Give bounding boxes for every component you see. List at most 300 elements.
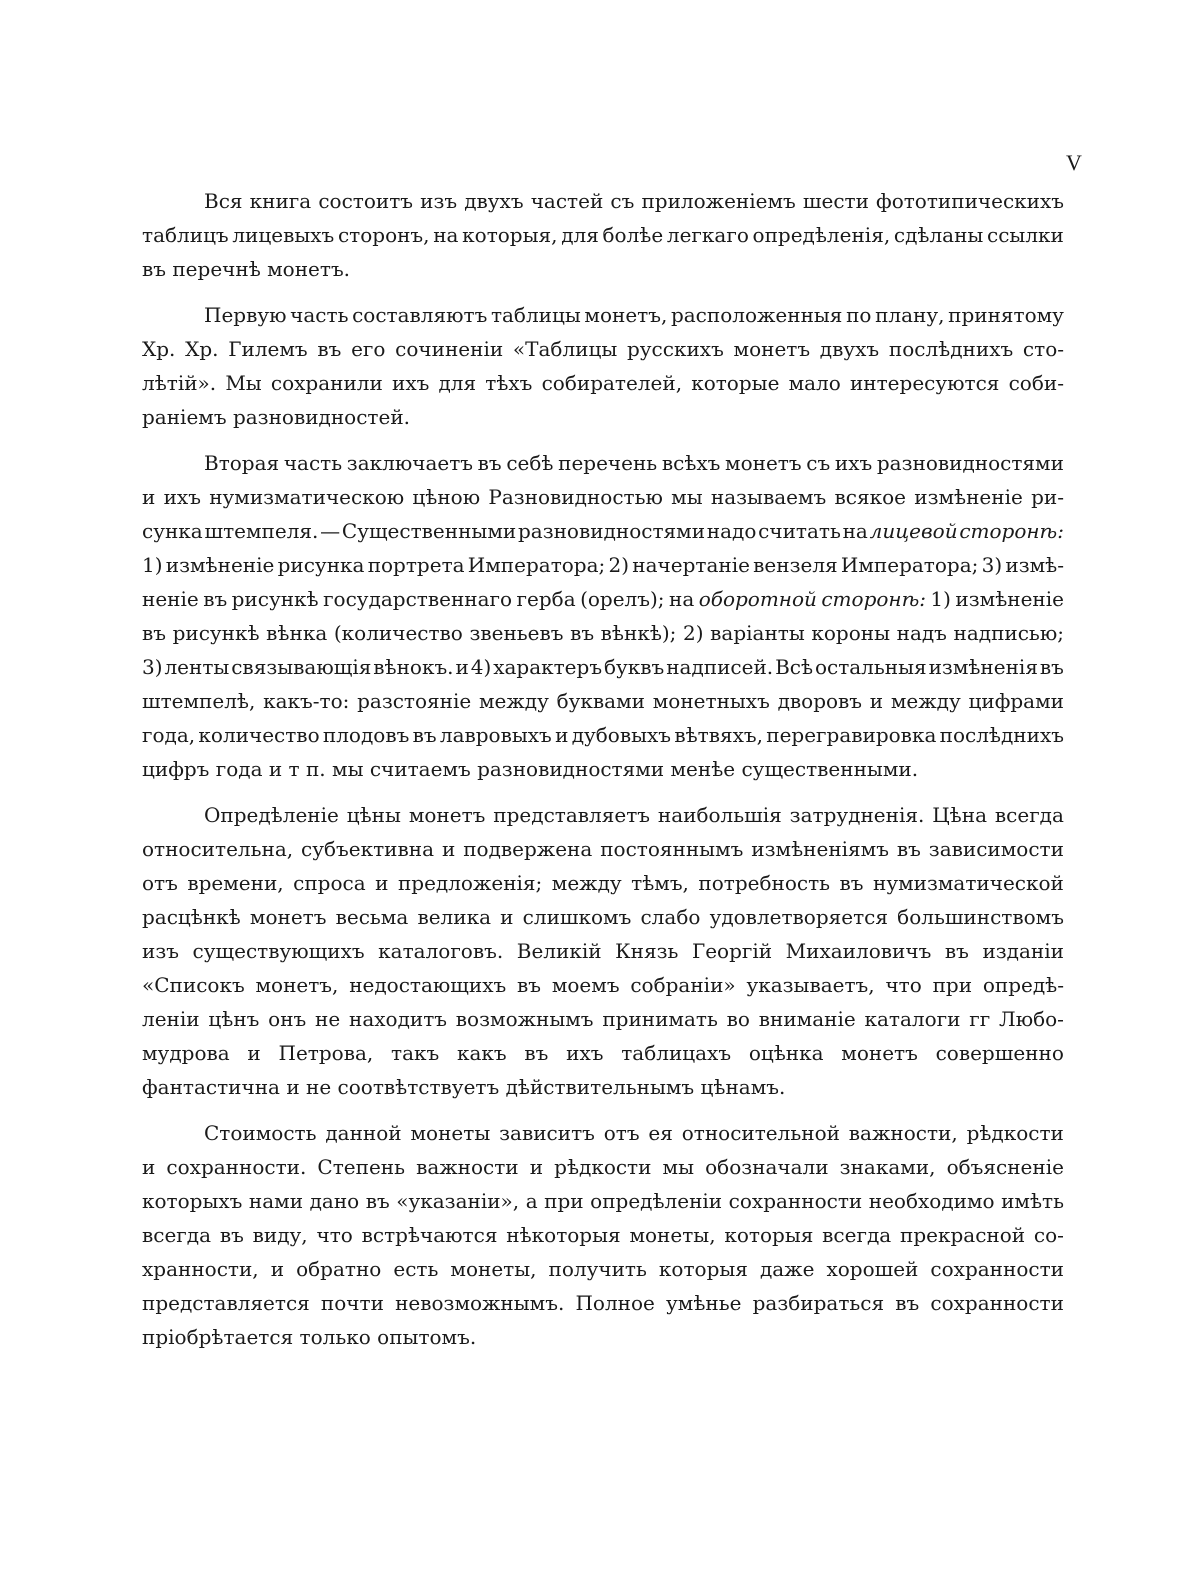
word: ихъ: [834, 451, 873, 475]
word: Императора;: [840, 553, 979, 577]
paragraph: [142, 1116, 1064, 1354]
word: Хр.: [142, 337, 176, 361]
word: разновидностями: [876, 451, 1064, 475]
word: во: [726, 1007, 750, 1031]
word: слабо: [640, 905, 701, 929]
word: 1): [930, 587, 951, 611]
word: 3): [981, 553, 1003, 577]
word: рисункѣ: [231, 587, 319, 611]
word: Степень: [317, 1155, 405, 1179]
word: недостающихъ: [349, 973, 507, 997]
word: времени,: [187, 871, 284, 895]
word: себѣ: [506, 451, 554, 475]
word: Мы: [225, 371, 262, 395]
word: Любо-: [999, 1007, 1064, 1031]
word: измѣненiямъ: [751, 837, 889, 861]
word: субъективна: [301, 837, 435, 861]
word: и: [529, 1155, 544, 1179]
text-line: [142, 1252, 1064, 1286]
word: состоитъ: [318, 189, 413, 213]
word: между: [478, 689, 549, 713]
text-line: [142, 514, 1064, 548]
word: называемъ: [710, 485, 827, 509]
text-line: [142, 718, 1064, 752]
word: наибольшiя: [657, 803, 782, 827]
text-line: [142, 480, 1064, 514]
word: которыя,: [462, 223, 558, 247]
word: гг: [969, 1007, 991, 1031]
word: при: [544, 1189, 584, 1213]
text-line: [142, 332, 1064, 366]
word: ея: [648, 1121, 673, 1145]
word: въ: [365, 1189, 390, 1213]
word: буквъ: [603, 655, 665, 679]
word: почти: [320, 1291, 384, 1315]
word: на: [433, 223, 459, 247]
word: лавровыхъ: [439, 723, 552, 747]
text-line: [142, 582, 1064, 616]
word: русскихъ: [626, 337, 724, 361]
word: двухъ: [819, 337, 880, 361]
word: находитъ: [349, 1007, 448, 1031]
word: сохранности: [728, 1189, 863, 1213]
word: хорошей: [826, 1257, 919, 1281]
word: не: [306, 1075, 338, 1099]
word: герба: [516, 587, 576, 611]
word: получить: [548, 1257, 647, 1281]
word: всякое: [834, 485, 906, 509]
word: и: [142, 1155, 156, 1179]
word: болѣе: [602, 223, 664, 247]
word: государственнаго: [323, 587, 513, 611]
word: въ: [839, 871, 864, 895]
word: данной: [325, 1121, 402, 1145]
word: мы: [332, 757, 370, 781]
word: цѣны: [346, 803, 401, 827]
word: остальныя: [814, 655, 927, 679]
word: монетъ.: [267, 257, 351, 281]
word: цифрами: [968, 689, 1064, 713]
word: Стоимость: [204, 1121, 317, 1145]
word: расцѣнкѣ: [142, 905, 241, 929]
word: рисункѣ: [172, 621, 260, 645]
word: монетъ: [841, 1041, 918, 1065]
word: есть: [393, 1257, 439, 1281]
word: монетъ: [249, 905, 327, 929]
word: мы: [662, 1155, 695, 1179]
word: нѣкоторыя: [506, 1223, 621, 1247]
text-line: [142, 968, 1064, 1002]
text-line: [142, 446, 1064, 480]
word: 2): [683, 621, 704, 645]
word: объясненiе: [946, 1155, 1064, 1179]
word: указываетъ,: [746, 973, 875, 997]
word: важности,: [848, 1121, 958, 1145]
word: рѣдкости: [966, 1121, 1064, 1145]
word: потребность: [698, 871, 831, 895]
text-line: [142, 184, 1064, 218]
word: интересуются: [849, 371, 1000, 395]
word: перечень: [558, 451, 658, 475]
word: всегда: [822, 1223, 892, 1247]
word: всегда: [994, 803, 1064, 827]
word: вѣнокъ.: [373, 655, 454, 679]
word: изъ: [420, 189, 458, 213]
word: для: [438, 371, 477, 395]
word: измѣненiе: [165, 553, 275, 577]
word: предложенiя;: [397, 871, 543, 895]
word: измѣненiе: [955, 587, 1064, 611]
word: двухъ: [464, 189, 524, 213]
word: относительной: [681, 1121, 840, 1145]
word: надо: [706, 519, 757, 543]
word: въ: [477, 451, 502, 475]
word: нумизматическою: [209, 485, 405, 509]
word: книга: [249, 189, 312, 213]
word: въ: [896, 837, 921, 861]
word: опытомъ.: [377, 1325, 477, 1349]
word: тѣмъ,: [631, 871, 689, 895]
word: существующихъ: [192, 939, 365, 963]
word: цѣнъ: [208, 1007, 260, 1031]
paragraph: [142, 298, 1064, 434]
word: ихъ: [391, 371, 430, 395]
word: дѣйствительнымъ: [505, 1075, 701, 1099]
word: Георгiй: [691, 939, 773, 963]
word: которыхъ: [142, 1189, 243, 1213]
text-line: [142, 218, 1064, 252]
word: сдѣланы: [893, 223, 984, 247]
text-line: [142, 798, 1064, 832]
word: важности: [416, 1155, 519, 1179]
word: каталоги: [864, 1007, 961, 1031]
word: изъ: [142, 939, 179, 963]
word: цѣною: [412, 485, 481, 509]
word: даже: [759, 1257, 815, 1281]
word: Существенными: [341, 519, 517, 543]
word: дано: [309, 1189, 360, 1213]
word: въ: [570, 621, 595, 645]
word: сохранности: [930, 1291, 1064, 1315]
word: въ: [142, 257, 173, 281]
word: и: [455, 655, 469, 679]
word: нумизматической: [872, 871, 1064, 895]
word: дубовыхъ: [571, 723, 672, 747]
word: сторонѣ:: [821, 587, 926, 611]
text-line: [142, 1218, 1064, 1252]
word: характеръ: [493, 655, 603, 679]
word: и: [375, 871, 389, 895]
word: опредѣ-: [982, 973, 1064, 997]
word: зависитъ: [499, 1121, 595, 1145]
word: вѣтвяхъ,: [674, 723, 763, 747]
text-line: [142, 616, 1064, 650]
word: приложенiемъ: [641, 189, 796, 213]
word: въ: [517, 973, 542, 997]
text-line: [142, 1116, 1064, 1150]
word: Хр.: [185, 337, 219, 361]
word: совершенно: [935, 1041, 1064, 1065]
word: прiобрѣтается: [142, 1325, 300, 1349]
word: заключаетъ: [346, 451, 474, 475]
word: легкаго: [666, 223, 749, 247]
word: постояннымъ: [600, 837, 744, 861]
word: плану,: [875, 303, 945, 327]
word: цѣнамъ.: [700, 1075, 786, 1099]
text-line: [142, 1286, 1064, 1320]
word: всѣхъ: [661, 451, 721, 475]
word: —: [320, 519, 341, 543]
word: а: [525, 1189, 538, 1213]
text-line: [142, 252, 1064, 286]
word: часть: [290, 303, 349, 327]
word: для: [561, 223, 599, 247]
word: невозможнымъ.: [395, 1291, 565, 1315]
word: считать: [758, 519, 841, 543]
word: перегравировка: [766, 723, 937, 747]
word: затрудненiя.: [789, 803, 925, 827]
word: цифръ: [142, 757, 216, 781]
word: и: [500, 905, 514, 929]
word: что: [885, 973, 922, 997]
word: со-: [1033, 1223, 1064, 1247]
word: между: [551, 871, 622, 895]
text-line: [142, 1002, 1064, 1036]
word: между: [890, 689, 961, 713]
word: встрѣчаются: [361, 1223, 498, 1247]
text-line: [142, 832, 1064, 866]
word: 1): [142, 553, 163, 577]
word: вѣнка: [266, 621, 328, 645]
word: обратно: [296, 1257, 382, 1281]
word: короны: [811, 621, 891, 645]
word: имѣть: [1001, 1189, 1064, 1213]
word: т: [288, 757, 306, 781]
word: таблицахъ: [621, 1041, 732, 1065]
word: рисунка: [277, 553, 365, 577]
word: которыя: [658, 1257, 748, 1281]
word: года,: [142, 723, 196, 747]
word: соотвѣтствуетъ: [337, 1075, 506, 1099]
word: всегда: [142, 1223, 212, 1247]
word: ри-: [1031, 485, 1064, 509]
text-line: [142, 1036, 1064, 1070]
word: ихъ: [163, 485, 201, 509]
word: не: [315, 1007, 341, 1031]
text-line: [142, 298, 1064, 332]
word: года: [215, 757, 269, 781]
word: 4): [470, 655, 492, 679]
word: прекрасной: [900, 1223, 1026, 1247]
word: подвержена: [463, 837, 593, 861]
word: на: [668, 587, 695, 611]
text-line: [142, 400, 1064, 434]
word: обозначали: [705, 1155, 829, 1179]
word: вѣнкѣ);: [600, 621, 677, 645]
word: и: [268, 757, 289, 781]
word: въ: [1039, 655, 1064, 679]
word: онъ: [268, 1007, 307, 1031]
word: ссылки: [987, 223, 1064, 247]
text-line: [142, 650, 1064, 684]
word: въ: [317, 337, 342, 361]
word: отъ: [603, 1121, 640, 1145]
word: монеты: [410, 1121, 491, 1145]
word: которые: [691, 371, 780, 395]
word: Михаиловичъ: [785, 939, 932, 963]
word: мало: [788, 371, 841, 395]
word: Разновидностью: [488, 485, 663, 509]
text-line: [142, 1150, 1064, 1184]
word: надъ: [896, 621, 947, 645]
word: большинствомъ: [897, 905, 1064, 929]
word: часть: [283, 451, 343, 475]
word: принятому: [948, 303, 1064, 327]
word: лицевыхъ: [232, 223, 335, 247]
word: монетъ: [408, 803, 486, 827]
word: дворовъ: [777, 689, 863, 713]
text-line: [142, 548, 1064, 582]
word: таблицъ: [142, 223, 229, 247]
word: измѣ-: [1005, 553, 1064, 577]
word: вниманiе: [758, 1007, 856, 1031]
word: въ: [524, 1041, 549, 1065]
word: послѣднихъ: [888, 337, 1014, 361]
word: таблицы: [490, 303, 581, 327]
paragraph: [142, 446, 1064, 786]
word: количество: [198, 723, 320, 747]
word: расположенныя: [670, 303, 843, 327]
word: съ: [806, 451, 831, 475]
word: надписей.: [666, 655, 774, 679]
word: частей: [530, 189, 604, 213]
word: на: [842, 519, 868, 543]
word: съ: [610, 189, 635, 213]
word: и: [441, 837, 456, 861]
word: «Таблицы: [512, 337, 618, 361]
word: Петрова,: [278, 1041, 374, 1065]
word: измѣненiе: [914, 485, 1023, 509]
word: разновидностей.: [232, 405, 411, 429]
word: сохранности: [930, 1257, 1064, 1281]
word: ленты: [164, 655, 230, 679]
word: и: [247, 1041, 261, 1065]
paragraph: [142, 798, 1064, 1104]
word: какъ: [456, 1041, 507, 1065]
word: мудрова: [142, 1041, 230, 1065]
text-line: [142, 1184, 1064, 1218]
word: начертанiе: [632, 553, 750, 577]
word: сторонъ,: [337, 223, 430, 247]
word: послѣднихъ: [939, 723, 1064, 747]
word: тѣхъ: [485, 371, 533, 395]
page-number: V: [1066, 150, 1082, 175]
word: монетъ: [725, 451, 802, 475]
text-line: [142, 684, 1064, 718]
word: Опредѣленiе: [204, 803, 339, 827]
word: собранiи»: [630, 973, 736, 997]
word: монетныхъ: [652, 689, 770, 713]
word: (орелъ);: [580, 587, 665, 611]
word: что: [316, 1223, 353, 1247]
word: въ: [895, 1291, 920, 1315]
word: умѣнье: [666, 1291, 742, 1315]
word: монетъ,: [255, 973, 339, 997]
word: монеты,: [450, 1257, 537, 1281]
word: отъ: [142, 871, 178, 895]
body-text: [142, 184, 1064, 1366]
word: измѣненiя: [928, 655, 1038, 679]
word: лицевой: [869, 519, 958, 543]
word: монетъ,: [584, 303, 668, 327]
word: соби-: [1008, 371, 1064, 395]
word: Первую: [204, 303, 287, 327]
word: Цѣна: [932, 803, 987, 827]
word: ленiи: [142, 1007, 200, 1031]
word: разновидностями: [517, 519, 706, 543]
word: опредѣленiи: [590, 1189, 723, 1213]
word: представляетъ: [493, 803, 650, 827]
word: мы: [671, 485, 703, 509]
word: Полное: [575, 1291, 655, 1315]
word: надписью;: [953, 621, 1064, 645]
word: Вторая: [204, 451, 280, 475]
word: «Списокъ: [142, 973, 245, 997]
text-line: [142, 934, 1064, 968]
word: въ: [142, 621, 166, 645]
word: велика: [417, 905, 492, 929]
word: нами: [248, 1189, 304, 1213]
word: только: [299, 1325, 378, 1349]
word: Князь: [615, 939, 679, 963]
word: шести: [802, 189, 869, 213]
word: виду,: [252, 1223, 308, 1247]
text-line: [142, 366, 1064, 400]
word: оцѣнка: [748, 1041, 824, 1065]
word: и: [142, 485, 156, 509]
word: Великiй: [516, 939, 602, 963]
word: разстоянiе: [357, 689, 472, 713]
word: составляютъ: [352, 303, 488, 327]
word: и: [555, 723, 569, 747]
word: штемпелѣ,: [142, 689, 256, 713]
word: сохранили: [270, 371, 383, 395]
word: 3): [142, 655, 163, 679]
word: и: [270, 1257, 285, 1281]
word: ихъ: [566, 1041, 604, 1065]
word: считаемъ: [369, 757, 478, 781]
word: монеты,: [629, 1223, 716, 1247]
word: представляется: [142, 1291, 310, 1315]
word: его: [351, 337, 386, 361]
word: Всѣ: [775, 655, 814, 679]
word: сохранности.: [166, 1155, 307, 1179]
word: Императора;: [467, 553, 606, 577]
word: портрета: [367, 553, 465, 577]
word: ранiемъ: [142, 405, 233, 429]
word: относительна,: [142, 837, 294, 861]
word: изданiи: [982, 939, 1064, 963]
word: спроса: [293, 871, 366, 895]
word: собирателей,: [541, 371, 683, 395]
text-line: [142, 1320, 1064, 1354]
word: плодовъ: [322, 723, 410, 747]
word: перечнѣ: [172, 257, 268, 281]
word: рѣдкости: [554, 1155, 652, 1179]
word: знаками,: [839, 1155, 936, 1179]
word: сунка: [142, 519, 203, 543]
text-line: [142, 900, 1064, 934]
